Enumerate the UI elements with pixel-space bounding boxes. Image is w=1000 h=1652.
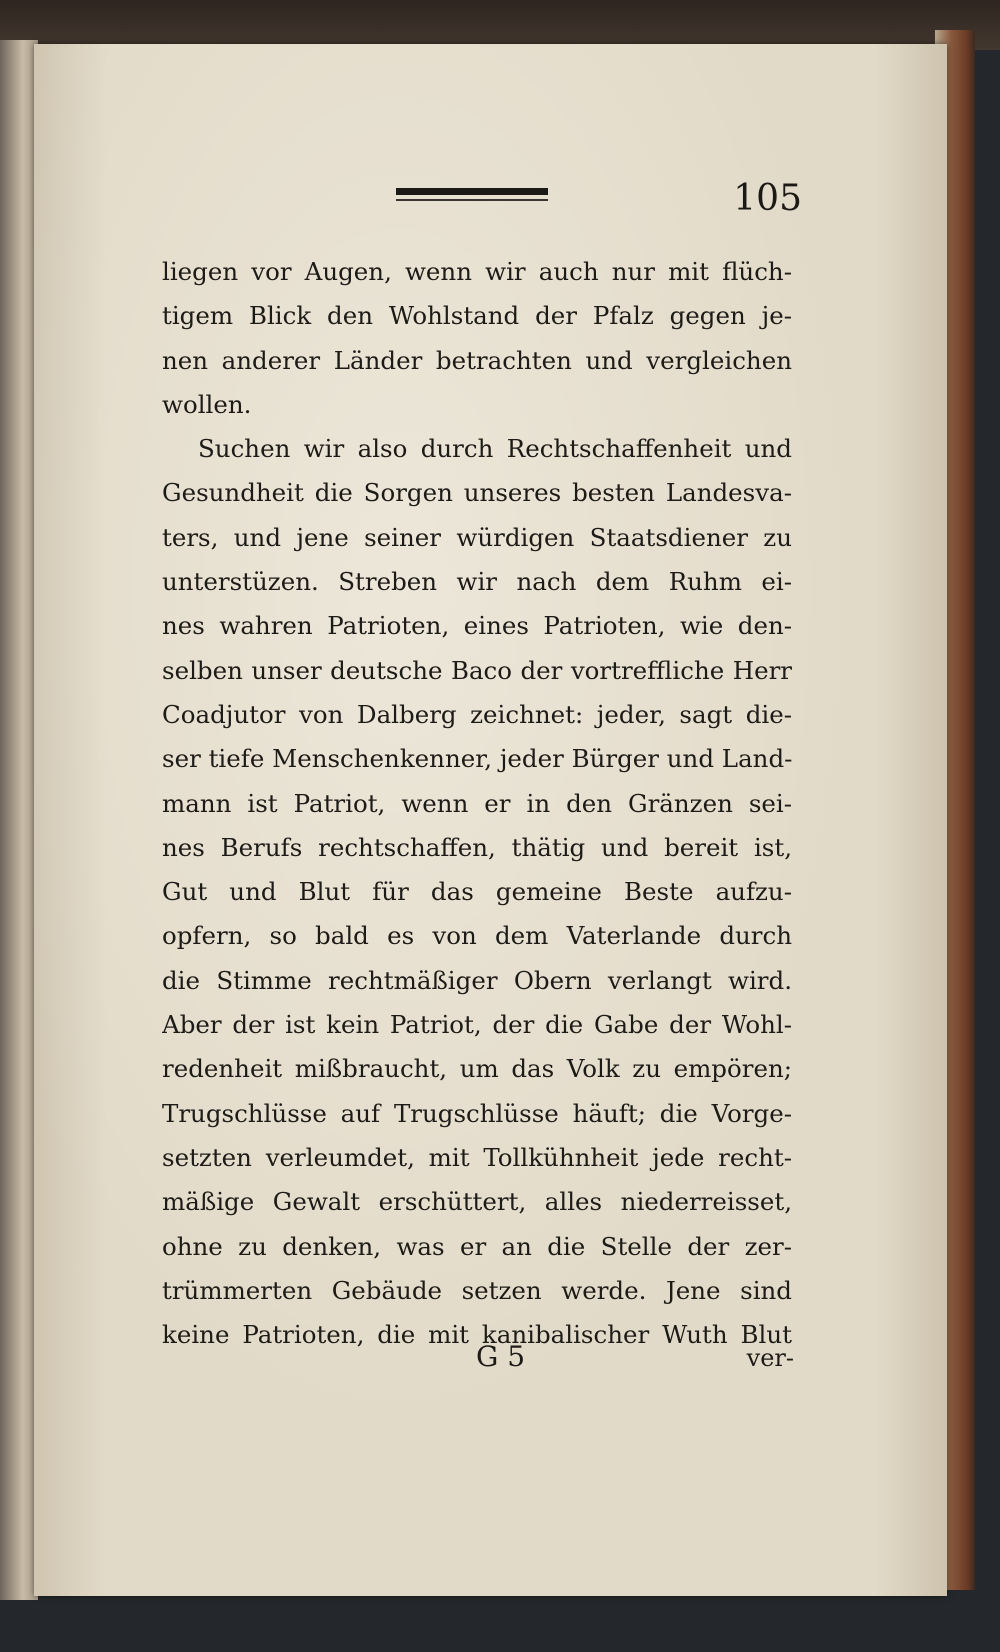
text-line: ohne zu denken, was er an die Stelle der zer- [162, 1231, 792, 1261]
text-line: liegen vor Augen, wenn wir auch nur mit flüch- [162, 257, 792, 286]
header-rule-thin [396, 199, 548, 201]
text-line: mäßige Gewalt erschüttert, alles niederreisset, [162, 1187, 792, 1217]
text-line: nes wahren Patrioten, eines Patrioten, wie den- [162, 611, 792, 641]
text-line: Gesundheit die Sorgen unseres besten Landesva- [162, 478, 792, 508]
text-line: nes Berufs rechtschaffen, thätig und bereit ist, [162, 832, 792, 862]
text-line: trümmerten Gebäude setzen werde. Jene sind [162, 1275, 792, 1305]
catchword: ver- [746, 1344, 794, 1372]
text-line: Aber der ist kein Patriot, der die Gabe der Wohl- [162, 1010, 792, 1040]
text-line: ser tiefe Menschenkenner, jeder Bürger und Land- [162, 744, 792, 774]
text-line: Suchen wir also durch Rechtschaffenheit und [198, 434, 792, 464]
left-page-edge [0, 40, 38, 1600]
text-line: redenheit mißbraucht, um das Volk zu empören; [162, 1054, 792, 1084]
text-line: nen anderer Länder betrachten und vergleichen [162, 345, 792, 375]
text-line: tigem Blick den Wohlstand der Pfalz gegen je- [162, 301, 792, 331]
text-line: Gut und Blut für das gemeine Beste aufzu- [162, 877, 792, 907]
text-line: Coadjutor von Dalberg zeichnet: jeder, sagt die- [162, 699, 792, 729]
scan-background-top [0, 0, 1000, 50]
text-line: Trugschlüsse auf Trugschlüsse häuft; die Vorge- [162, 1098, 792, 1128]
text-line: ters, und jene seiner würdigen Staatsdiener zu [162, 522, 792, 552]
text-line: unterstüzen. Streben wir nach dem Ruhm ei- [162, 567, 792, 597]
text-line: selben unser deutsche Baco der vortreffliche Herr [162, 655, 792, 685]
body-text [162, 250, 792, 1357]
signature-mark: G 5 [476, 1340, 526, 1373]
text-line: die Stimme rechtmäßiger Obern verlangt wird. [162, 965, 792, 995]
text-line: setzten verleumdet, mit Tollkühnheit jede recht- [162, 1142, 792, 1172]
header-rule [396, 188, 548, 195]
text-line: wollen. [162, 389, 252, 419]
page-number: 105 [733, 178, 802, 219]
text-line: keine Patrioten, die mit kanibalischer Wuth Blut [162, 1320, 792, 1350]
text-line: opfern, so bald es von dem Vaterlande durch [162, 921, 792, 951]
text-line: mann ist Patriot, wenn er in den Gränzen sei- [162, 788, 792, 818]
